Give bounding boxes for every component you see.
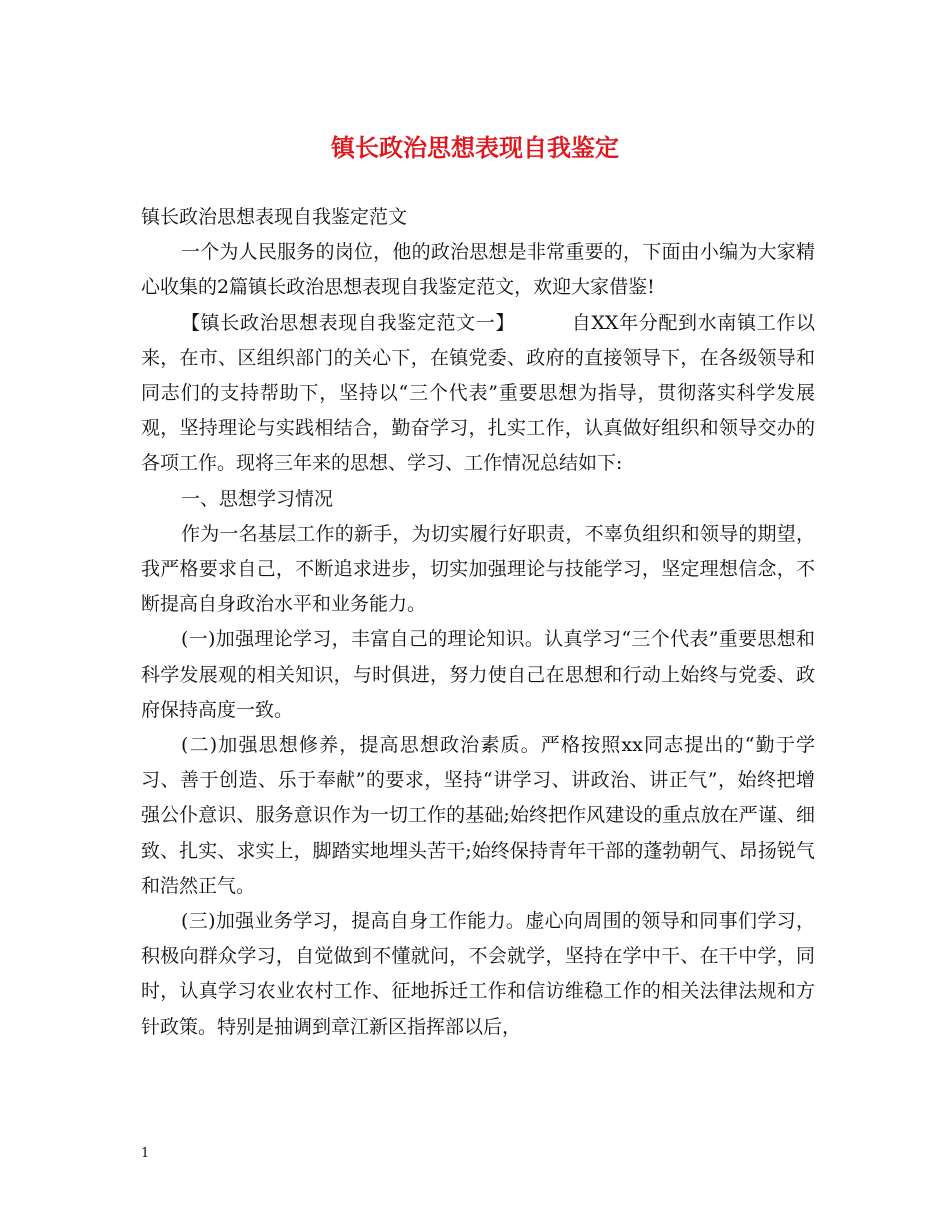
page-number: 1: [141, 1146, 150, 1161]
sample-body: 自XX年分配到水南镇工作以来，在市、区组织部门的关心下，在镇党委、政府的直接领导下，在各级领导和同志们的支持帮助下，坚持以“三个代表”重要思想为指导，贯彻落实科学发展观，坚持理论与实践相结合，勤奋学习，扎实工作，认真做好组织和领导交办的各项工作。现将三年来的思想、学习、工作情况总结如下:: [141, 311, 815, 475]
sample-heading: 【镇长政治思想表现自我鉴定范文一】: [181, 311, 516, 334]
section-paragraph: 作为一名基层工作的新手，为切实履行好职责，不辜负组织和领导的期望，我严格要求自己，不断追求进步，切实加强理论与技能学习，坚定理想信念，不断提高自身政治水平和业务能力。: [141, 522, 815, 616]
section-heading: 一、思想学习情况: [181, 487, 334, 510]
sample-paragraph: [141, 306, 815, 482]
intro-paragraph: 一个为人民服务的岗位，他的政治思想是非常重要的，下面由小编为大家精心收集的2篇镇长政治思想表现自我鉴定范文，欢迎大家借鉴!: [141, 241, 815, 299]
list-item-theory: (一)加强理论学习，丰富自己的理论知识。认真学习“三个代表”重要思想和科学发展观的相关知识，与时俱进，努力使自己在思想和行动上始终与党委、政府保持高度一致。: [141, 628, 815, 721]
list-item-business: (三)加强业务学习，提高自身工作能力。虚心向周围的领导和同事们学习，积极向群众学习，自觉做到不懂就问，不会就学，坚持在学中干、在干中学，同时，认真学习农业农村工作、征地拆迁工作和信访维稳工作的相关法律法规和方针政策。特别是抽调到章江新区指挥部以后，: [141, 910, 815, 1038]
list-item-ideology: (二)加强思想修养，提高思想政治素质。严格按照xx同志提出的“勤于学习、善于创造、乐于奉献”的要求，坚持“讲学习、讲政治、讲正气”，始终把增强公仆意识、服务意识作为一切工作的基础;始终把作风建设的重点放在严谨、细致、扎实、求实上，脚踏实地埋头苦干;始终保持青年干部的蓬勃朝气、昂扬锐气和浩然正气。: [141, 734, 815, 897]
document-title: 镇长政治思想表现自我鉴定: [331, 133, 619, 162]
subtitle: 镇长政治思想表现自我鉴定范文: [141, 206, 408, 228]
document-body: [141, 200, 815, 1045]
